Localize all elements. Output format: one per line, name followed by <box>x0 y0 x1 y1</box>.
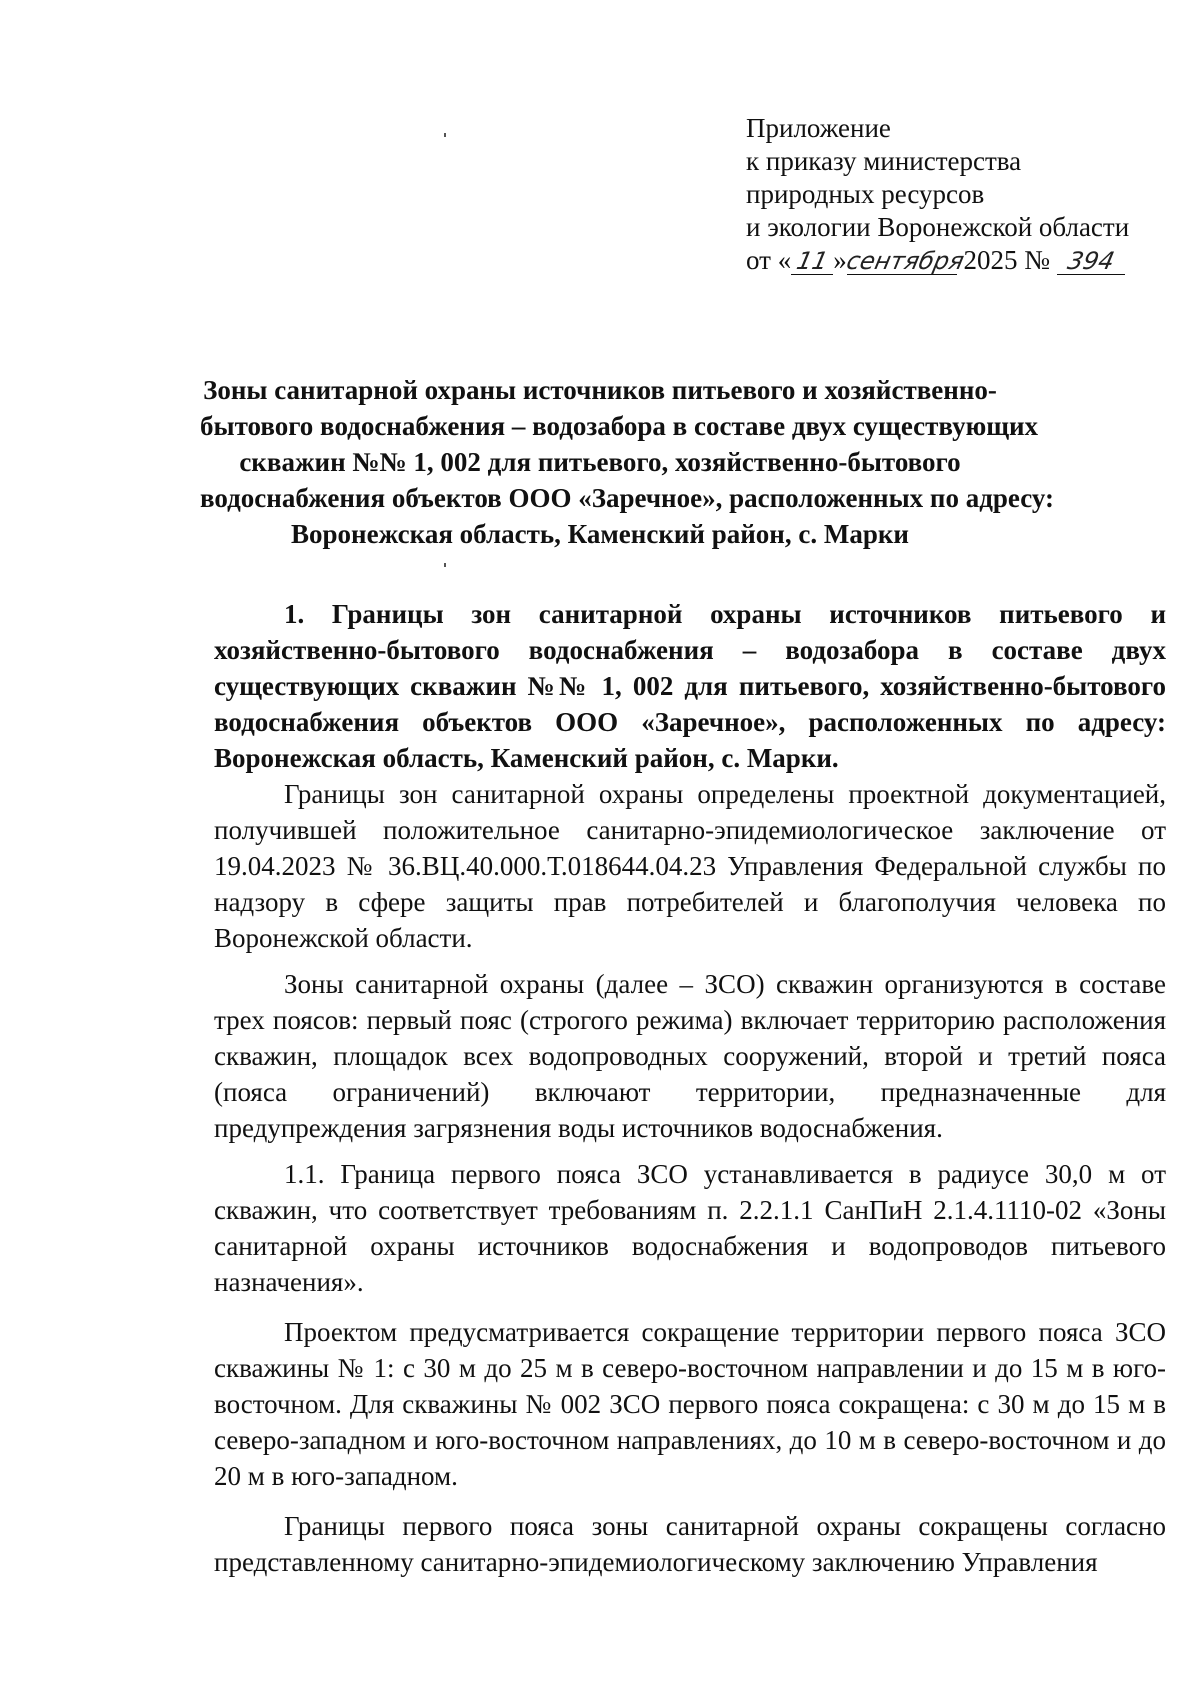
scan-speck <box>444 563 446 567</box>
title-line: скважин №№ 1, 002 для питьевого, хозяйственно-бытового <box>239 447 961 477</box>
section-heading: 1. Границы зон санитарной охраны источников питьевого и хозяйственно-бытового водоснабжения – водозабора в составе двух существующих скважин №№ 1, 002 для питьевого, хозяйственно-бытового водоснабжения объектов ООО «Заречное», расположенных по адресу: Воронежская область, Каменский район, с. Марки. <box>214 599 1166 773</box>
body-paragraph: Границы первого пояса зоны санитарной охраны сокращены согласно представленному санитарно-эпидемиологическому заключению Управления <box>214 1511 1166 1577</box>
body-paragraph: Проектом предусматривается сокращение территории первого пояса ЗСО скважины № 1: с 30 м до 25 м в северо-восточном направлении и до 15 м в юго-восточном. Для скважины № 002 ЗСО первого пояса сокращена: с 30 м до 15 м в северо-западном и юго-восточном направлениях, до 10 м в северо-восточном и до 20 м в юго-западном. <box>214 1317 1166 1491</box>
handwritten-day: 11 <box>791 244 833 278</box>
order-date-line <box>746 244 1186 278</box>
title-line: бытового водоснабжения – водозабора в составе двух существующих <box>200 411 1039 441</box>
handwritten-month: сентября <box>843 247 967 275</box>
document-body <box>214 596 1166 1580</box>
handwritten-order-number: 394 <box>1057 244 1125 278</box>
appendix-line: к приказу министерства <box>746 146 1022 176</box>
date-mid: » <box>833 245 847 275</box>
title-line: водоснабжения объектов ООО «Заречное», расположенных по адресу: <box>200 483 1054 513</box>
date-year: 2025 № <box>963 245 1050 275</box>
document-title <box>200 372 1054 552</box>
appendix-line: природных ресурсов <box>746 179 985 209</box>
scan-speck <box>444 133 446 137</box>
body-paragraph: Зоны санитарной охраны (далее – ЗСО) скважин организуются в составе трех поясов: первый пояс (строгого режима) включает территорию расположения скважин, площадок всех водопроводных сооружений, второй и третий пояса (пояса ограничений) включают территории, предназначенные для предупреждения загрязнения воды источников водоснабжения. <box>214 969 1166 1143</box>
date-prefix: от « <box>746 245 792 275</box>
appendix-header <box>746 112 1186 278</box>
appendix-line: Приложение <box>746 113 891 143</box>
appendix-line: и экологии Воронежской области <box>746 212 1130 242</box>
title-line: Зоны санитарной охраны источников питьевого и хозяйственно- <box>203 375 997 405</box>
body-paragraph: Границы зон санитарной охраны определены проектной документацией, получившей положительное санитарно-эпидемиологическое заключение от 19.04.2023 № 36.ВЦ.40.000.Т.018644.04.23 Управления Федеральной службы по надзору в сфере защиты прав потребителей и благополучия человека по Воронежской области. <box>214 779 1166 953</box>
title-line: Воронежская область, Каменский район, с. Марки <box>291 519 909 549</box>
body-paragraph: 1.1. Граница первого пояса ЗСО устанавливается в радиусе 30,0 м от скважин, что соответствует требованиям п. 2.2.1.1 СанПиН 2.1.4.1110-02 «Зоны санитарной охраны источников водоснабжения и водопроводов питьевого назначения». <box>214 1159 1166 1297</box>
